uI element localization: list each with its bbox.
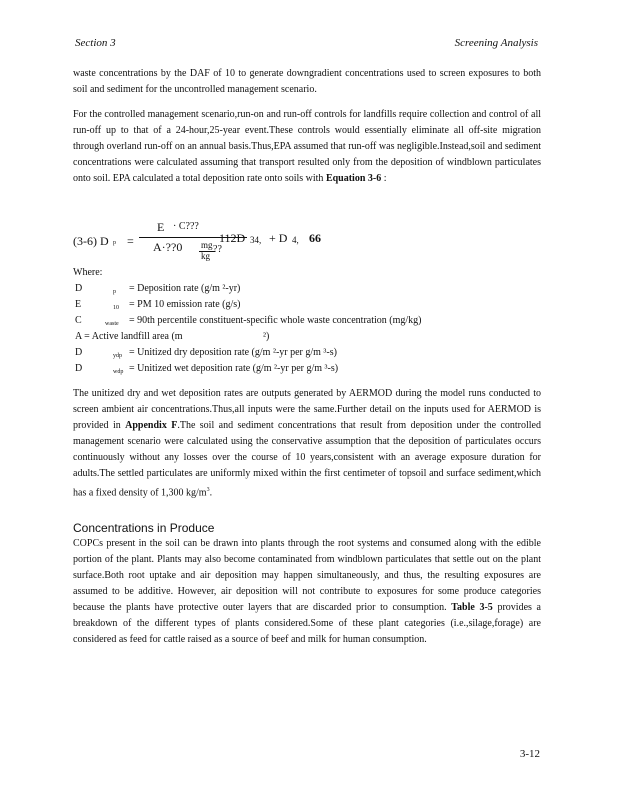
- where-row: [73, 281, 541, 297]
- paragraph-3-end: .: [209, 487, 213, 499]
- equation-reference: Equation 3-6: [325, 173, 382, 184]
- paragraph-2-tail: :: [381, 173, 387, 184]
- paragraph-4-tail: provides a breakdown of the different types of plants considered.Some of these plant categories (i.e.,silage,forage) are considered as feed for cattle raised as a source of beef and milk for human consumption.: [73, 602, 541, 645]
- equation-unit-tail: ??: [213, 244, 222, 255]
- where-definition: = PM 10 emission rate (g/s): [129, 299, 241, 310]
- equation-3-6: [73, 220, 541, 268]
- where-definition: = Unitized wet deposition rate (g/m ²-yr per g/m ³-s): [129, 363, 339, 374]
- paragraph-3: [73, 386, 541, 501]
- where-definition: = Deposition rate (g/m ²-yr): [129, 283, 241, 294]
- where-row: [73, 297, 541, 313]
- paragraph-1: waste concentrations by the DAF of 10 to generate downgradient concentrations used to screen exposures to both soil and sediment for the uncontrolled management scenario.: [73, 68, 541, 95]
- where-row: [73, 345, 541, 361]
- where-row: [73, 313, 541, 329]
- equation-numerator-e: E: [157, 220, 165, 234]
- paragraph-4: [73, 536, 541, 648]
- equation-unit-numerator: mg: [201, 240, 213, 250]
- paragraph-4-text: COPCs present in the soil can be drawn into plants through the root systems and consumed along with the edible portion of the plant. Plants may also become contaminated from windblown particulates that settle out on the plant surface.Both root uptake and air deposition may happen simultaneously, and thus, the resulting exposures are assumed to be additive. However, air deposition will not contribute to exposures for some produce categories because the plants have protective outer layers that are discarded prior to consumption.: [73, 538, 541, 613]
- where-definition: = Unitized dry deposition rate (g/m ²-yr per g/m ³-s): [129, 347, 337, 358]
- where-row: [73, 361, 541, 377]
- equation-unit-denominator: kg: [201, 251, 210, 261]
- section-heading: Concentrations in Produce: [73, 521, 215, 535]
- section-header: Section 3: [75, 37, 116, 49]
- equation-subscript-p: p: [113, 240, 116, 246]
- paragraph-2: [73, 107, 541, 187]
- equation-numerator-c: · C???: [173, 221, 199, 232]
- where-symbol: C: [75, 315, 82, 326]
- where-symbol: A = Active landfill area (m: [75, 331, 183, 342]
- where-row: [73, 329, 541, 345]
- equation-plus: + D: [269, 231, 288, 245]
- where-definition: ²): [263, 331, 270, 342]
- variable-definitions: [73, 265, 541, 377]
- where-subscript: wdp: [113, 369, 124, 375]
- where-subscript: 10: [113, 305, 119, 311]
- paragraph-2-text: For the controlled management scenario,run-on and run-off controls for landfills require collection and control of all run-off up to that of a 24-hour,25-year event.These controls would essentially eliminate all off-site migration through overland run-off on an annual basis.Thus,EPA assumed that run-off was negligible.Instead,soil and sediment concentrations were calculated assuming that transport resulted only from the deposition of windblown particulates onto soil. EPA calculated a total deposition rate onto soils with: [73, 109, 541, 184]
- equation-subscript-34: 34,: [250, 235, 262, 245]
- where-symbol: D: [75, 347, 83, 358]
- where-title: Where:: [73, 267, 103, 278]
- where-symbol: D: [75, 363, 83, 374]
- where-symbol: E: [75, 299, 82, 310]
- page-number: 3-12: [519, 748, 540, 760]
- equation-equals: =: [127, 234, 134, 248]
- section-title: Screening Analysis: [454, 37, 538, 49]
- equation-label: (3-6) D: [73, 234, 109, 248]
- table-reference: Table 3-5: [451, 602, 493, 613]
- paragraph-3-text: The unitized dry and wet deposition rates are outputs generated by AERMOD during the model runs conducted to screen ambient air concentrations.Thus,all inputs were the same.Further detail on the inputs used for AERMOD is provided in: [73, 388, 541, 431]
- equation-middle: 112D: [219, 231, 246, 245]
- equation-end: 66: [309, 231, 321, 245]
- where-subscript: ydp: [113, 353, 122, 359]
- superscript-3: 3: [206, 487, 210, 493]
- equation-denominator: A·??0: [153, 240, 183, 254]
- where-definition: = 90th percentile constituent-specific whole waste concentration (mg/kg): [129, 315, 422, 326]
- appendix-reference: Appendix F: [125, 420, 178, 431]
- where-subscript: waste: [105, 321, 119, 327]
- where-symbol: D: [75, 283, 83, 294]
- equation-subscript-4: 4,: [292, 235, 299, 245]
- paragraph-3-body: .The soil and sediment concentrations that result from deposition under the controlled management scenario were calculated using the conservative assumption that the deposition of particulates occurs continuously without any losses over the course of 10 years,consistent with an average exposure duration for adults.The settled particulates are uniformly mixed within the first centimeter of topsoil and surface sediment,which has a fixed density of 1,300 kg/m: [73, 420, 541, 499]
- where-subscript: p: [113, 289, 116, 295]
